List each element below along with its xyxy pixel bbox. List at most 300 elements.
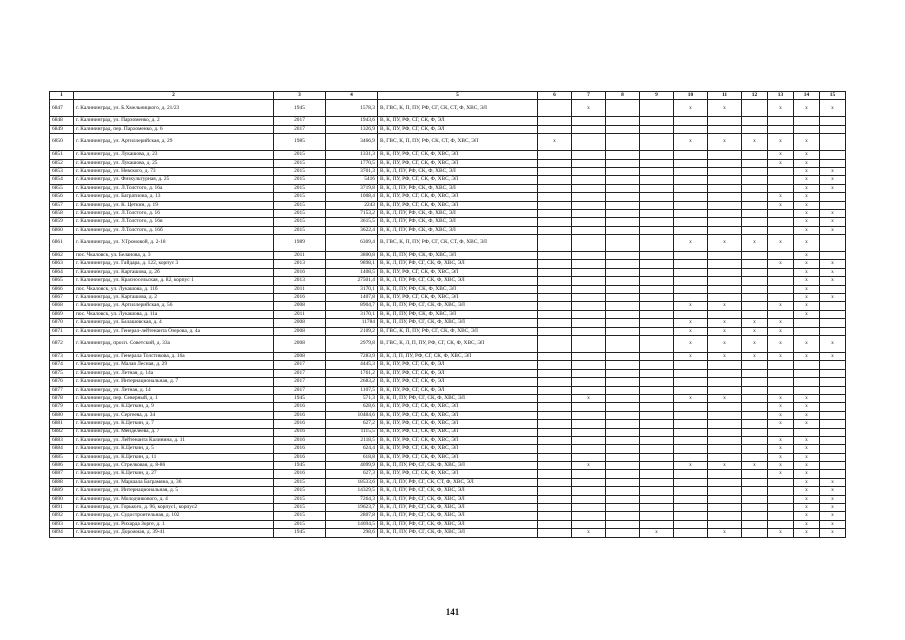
column-header-15: 15 xyxy=(820,92,846,100)
area-cell: 3800,8 xyxy=(326,252,378,260)
address-cell: г. Калининград, ул. К.Цеткин, д. 27 xyxy=(74,470,274,478)
area-cell: 9898,1 xyxy=(326,260,378,268)
mark-cell-col-15: x xyxy=(820,260,846,268)
mark-cell-col-9 xyxy=(640,159,674,167)
column-header-9: 9 xyxy=(640,92,674,100)
mark-cell-col-6 xyxy=(538,294,572,302)
mark-cell-col-10 xyxy=(674,167,708,175)
mark-cell-col-9 xyxy=(640,319,674,327)
mark-cell-col-10: x xyxy=(674,302,708,310)
mark-cell-col-6 xyxy=(538,252,572,260)
services-cell: В, К, ПУ, РФ, СГ, СК, Ф, ЭЛ xyxy=(378,125,538,133)
area-cell: 7283,9 xyxy=(326,352,378,360)
address-cell: пос. Чкаловск, ул. Лукашова, д. 11а xyxy=(74,310,274,318)
area-cell: 14329,5 xyxy=(326,487,378,495)
mark-cell-col-14 xyxy=(794,386,820,394)
area-cell: 298,6 xyxy=(326,529,378,537)
mark-cell-col-7 xyxy=(572,487,606,495)
column-header-10: 10 xyxy=(674,92,708,100)
mark-cell-col-6 xyxy=(538,218,572,226)
mark-cell-col-8 xyxy=(606,218,640,226)
mark-cell-col-8 xyxy=(606,529,640,537)
mark-cell-col-11 xyxy=(708,125,742,133)
mark-cell-col-9 xyxy=(640,117,674,125)
address-cell: г. Калининград, ул. Генерал-лейтенанта Озерова, д. 4а xyxy=(74,327,274,335)
mark-cell-col-8 xyxy=(606,159,640,167)
services-cell: В, К, ПУ, РФ, СГ, СК, Ф, ЭЛ xyxy=(378,361,538,369)
column-header-6: 6 xyxy=(538,92,572,100)
mark-cell-col-9 xyxy=(640,268,674,276)
mark-cell-col-12 xyxy=(742,260,768,268)
area-cell: 11784 xyxy=(326,319,378,327)
area-cell: 2807,8 xyxy=(326,512,378,520)
mark-cell-col-9 xyxy=(640,462,674,470)
mark-cell-col-9 xyxy=(640,226,674,234)
mark-cell-col-11 xyxy=(708,495,742,503)
mark-cell-col-7 xyxy=(572,436,606,444)
mark-cell-col-12 xyxy=(742,176,768,184)
mark-cell-col-14: x xyxy=(794,176,820,184)
mark-cell-col-15: x xyxy=(820,487,846,495)
mark-cell-col-12: x xyxy=(742,335,768,352)
mark-cell-col-8 xyxy=(606,260,640,268)
area-cell: 2109,2 xyxy=(326,327,378,335)
area-cell: 10484,6 xyxy=(326,411,378,419)
mark-cell-col-13: x xyxy=(768,100,794,117)
mark-cell-col-10 xyxy=(674,420,708,428)
mark-cell-col-12 xyxy=(742,512,768,520)
row-number-cell: 6865 xyxy=(50,277,74,285)
mark-cell-col-6 xyxy=(538,420,572,428)
area-cell: 2683,2 xyxy=(326,378,378,386)
mark-cell-col-12 xyxy=(742,453,768,461)
mark-cell-col-7 xyxy=(572,277,606,285)
row-number-cell: 6893 xyxy=(50,520,74,528)
mark-cell-col-12 xyxy=(742,436,768,444)
mark-cell-col-14 xyxy=(794,378,820,386)
mark-cell-col-13: x xyxy=(768,151,794,159)
mark-cell-col-8 xyxy=(606,193,640,201)
services-cell: В, К, Л, ПУ, РФ, СГ, СК, Ф, ХВС, ЭЛ xyxy=(378,495,538,503)
year-cell: 2016 xyxy=(274,403,326,411)
mark-cell-col-9 xyxy=(640,201,674,209)
mark-cell-col-10: x xyxy=(674,327,708,335)
mark-cell-col-6 xyxy=(538,319,572,327)
mark-cell-col-9 xyxy=(640,218,674,226)
mark-cell-col-6 xyxy=(538,268,572,276)
mark-cell-col-11: x xyxy=(708,394,742,402)
mark-cell-col-10 xyxy=(674,478,708,486)
mark-cell-col-10 xyxy=(674,310,708,318)
mark-cell-col-10: x xyxy=(674,134,708,151)
mark-cell-col-14: x xyxy=(794,100,820,117)
mark-cell-col-11: x xyxy=(708,134,742,151)
mark-cell-col-10 xyxy=(674,159,708,167)
mark-cell-col-13 xyxy=(768,252,794,260)
year-cell: 2013 xyxy=(274,277,326,285)
services-cell: В, К, ПУ, РФ, СГ, СК, Ф, ХВС, ЭЛ xyxy=(378,453,538,461)
area-cell: 628,6 xyxy=(326,403,378,411)
services-cell: В, ГВС, К, П, ПУ, РФ, СГ, СК, СТ, Ф, ХВС, ЭЛ xyxy=(378,100,538,117)
mark-cell-col-11 xyxy=(708,411,742,419)
mark-cell-col-14: x xyxy=(794,470,820,478)
mark-cell-col-14: x xyxy=(794,504,820,512)
mark-cell-col-10 xyxy=(674,361,708,369)
mark-cell-col-11 xyxy=(708,294,742,302)
mark-cell-col-8 xyxy=(606,184,640,192)
services-cell: В, К, П, ПУ, РФ, СК, Ф, ХВС, ЭЛ xyxy=(378,252,538,260)
mark-cell-col-7 xyxy=(572,420,606,428)
area-cell: 3170,1 xyxy=(326,285,378,293)
row-number-cell: 6872 xyxy=(50,335,74,352)
mark-cell-col-13 xyxy=(768,125,794,133)
mark-cell-col-8 xyxy=(606,201,640,209)
mark-cell-col-14: x xyxy=(794,394,820,402)
services-cell: В, К, ПУ, РФ, СГ, СК, Ф, ХВС, ЭЛ xyxy=(378,294,538,302)
mark-cell-col-14: x xyxy=(794,478,820,486)
table-row xyxy=(50,487,846,495)
address-cell: г. Калининград, ул. Л.Толстого, д. 16а xyxy=(74,184,274,192)
services-cell: В, К, ПУ, РФ, СГ, СК, Ф, ХВС, ЭЛ xyxy=(378,411,538,419)
services-cell: В, К, ПУ, РФ, СГ, СК, Ф, ХВС, ЭЛ xyxy=(378,445,538,453)
mark-cell-col-9 xyxy=(640,478,674,486)
row-number-cell: 6886 xyxy=(50,462,74,470)
mark-cell-col-12 xyxy=(742,378,768,386)
mark-cell-col-11 xyxy=(708,117,742,125)
mark-cell-col-6 xyxy=(538,487,572,495)
mark-cell-col-9 xyxy=(640,285,674,293)
mark-cell-col-12 xyxy=(742,302,768,310)
mark-cell-col-8 xyxy=(606,117,640,125)
column-header-1: 1 xyxy=(50,92,74,100)
table-row xyxy=(50,201,846,209)
mark-cell-col-6 xyxy=(538,470,572,478)
row-number-cell: 6855 xyxy=(50,184,74,192)
column-header-5: 5 xyxy=(378,92,538,100)
address-cell: г. Калининград, ул. Рихарда Зорге, д. 1 xyxy=(74,520,274,528)
row-number-cell: 6890 xyxy=(50,495,74,503)
area-cell: 18533,6 xyxy=(326,478,378,486)
mark-cell-col-8 xyxy=(606,176,640,184)
mark-cell-col-8 xyxy=(606,403,640,411)
mark-cell-col-15 xyxy=(820,235,846,252)
mark-cell-col-15: x xyxy=(820,520,846,528)
mark-cell-col-14: x xyxy=(794,193,820,201)
column-header-8: 8 xyxy=(606,92,640,100)
services-cell: В, ГВС, К, П, ПУ, РФ, СГ, СК, Ф, ХВС, ЭЛ xyxy=(378,327,538,335)
mark-cell-col-9 xyxy=(640,361,674,369)
services-cell: В, К, ПУ, РФ, СГ, СК, Ф, ХВС, ЭЛ xyxy=(378,151,538,159)
mark-cell-col-6 xyxy=(538,504,572,512)
mark-cell-col-6 xyxy=(538,201,572,209)
mark-cell-col-7 xyxy=(572,445,606,453)
mark-cell-col-6 xyxy=(538,478,572,486)
services-cell: В, К, Л, ПУ, РФ, СГ, СК, Ф, ХВС, ЭЛ xyxy=(378,520,538,528)
mark-cell-col-12 xyxy=(742,252,768,260)
mark-cell-col-14: x xyxy=(794,445,820,453)
year-cell: 2015 xyxy=(274,478,326,486)
mark-cell-col-9 xyxy=(640,470,674,478)
table-row xyxy=(50,176,846,184)
mark-cell-col-9 xyxy=(640,386,674,394)
mark-cell-col-7 xyxy=(572,302,606,310)
mark-cell-col-8 xyxy=(606,352,640,360)
row-number-cell: 6864 xyxy=(50,268,74,276)
row-number-cell: 6861 xyxy=(50,235,74,252)
mark-cell-col-6 xyxy=(538,411,572,419)
mark-cell-col-15 xyxy=(820,159,846,167)
column-header-11: 11 xyxy=(708,92,742,100)
mark-cell-col-15: x xyxy=(820,478,846,486)
mark-cell-col-8 xyxy=(606,310,640,318)
mark-cell-col-7 xyxy=(572,268,606,276)
address-cell: г. Калининград, ул. К.Цеткин, д. 7 xyxy=(74,420,274,428)
mark-cell-col-8 xyxy=(606,520,640,528)
mark-cell-col-15: x xyxy=(820,209,846,217)
address-cell: г. Калининград, просп. Советский, д. 33а xyxy=(74,335,274,352)
column-header-12: 12 xyxy=(742,92,768,100)
mark-cell-col-11 xyxy=(708,209,742,217)
mark-cell-col-8 xyxy=(606,445,640,453)
mark-cell-col-10 xyxy=(674,285,708,293)
mark-cell-col-11 xyxy=(708,176,742,184)
page-number: 141 xyxy=(445,607,460,617)
address-cell: г. Калининград, ул. Генерала Толстикова, д. 16а xyxy=(74,352,274,360)
table-row xyxy=(50,462,846,470)
address-cell: г. Калининград, пер. Пархоменко, д. 6 xyxy=(74,125,274,133)
table-row xyxy=(50,520,846,528)
mark-cell-col-8 xyxy=(606,470,640,478)
mark-cell-col-14: x xyxy=(794,285,820,293)
mark-cell-col-6 xyxy=(538,176,572,184)
table-row xyxy=(50,386,846,394)
mark-cell-col-8 xyxy=(606,487,640,495)
mark-cell-col-11 xyxy=(708,193,742,201)
area-cell: 2243 xyxy=(326,201,378,209)
mark-cell-col-11: x xyxy=(708,100,742,117)
mark-cell-col-14: x xyxy=(794,167,820,175)
address-cell: г. Калининград, ул. Летная, д. 14а xyxy=(74,369,274,377)
mark-cell-col-15 xyxy=(820,386,846,394)
area-cell: 1115,5 xyxy=(326,428,378,436)
mark-cell-col-7 xyxy=(572,411,606,419)
services-cell: В, К, П, ПУ, РФ, СК, Ф, ХВС, ЭЛ xyxy=(378,285,538,293)
mark-cell-col-10 xyxy=(674,470,708,478)
year-cell: 2015 xyxy=(274,201,326,209)
area-cell: 3615,5 xyxy=(326,218,378,226)
mark-cell-col-13: x xyxy=(768,134,794,151)
mark-cell-col-8 xyxy=(606,209,640,217)
mark-cell-col-6 xyxy=(538,100,572,117)
area-cell: 27501,4 xyxy=(326,277,378,285)
mark-cell-col-13 xyxy=(768,495,794,503)
area-cell: 1408,5 xyxy=(326,268,378,276)
mark-cell-col-15 xyxy=(820,201,846,209)
services-cell: В, К, П, ПУ, РФ, СГ, СК, Ф, ХВС, ЭЛ xyxy=(378,319,538,327)
mark-cell-col-13 xyxy=(768,512,794,520)
mark-cell-col-11 xyxy=(708,378,742,386)
mark-cell-col-13: x xyxy=(768,335,794,352)
mark-cell-col-12 xyxy=(742,487,768,495)
mark-cell-col-8 xyxy=(606,151,640,159)
table-row xyxy=(50,268,846,276)
mark-cell-col-14: x xyxy=(794,151,820,159)
mark-cell-col-13: x xyxy=(768,352,794,360)
row-number-cell: 6889 xyxy=(50,487,74,495)
address-cell: г. Калининград, ул. Физкультурная, д. 25 xyxy=(74,176,274,184)
address-cell: г. Калининград, ул. К.Цеткин, д. 5 xyxy=(74,445,274,453)
address-cell: г. Калининград, ул. Пархоменко, д. 2 xyxy=(74,117,274,125)
mark-cell-col-10: x xyxy=(674,235,708,252)
mark-cell-col-12 xyxy=(742,294,768,302)
services-cell: В, К, ПУ, РФ, СГ, СК, Ф, ХВС, ЭЛ xyxy=(378,403,538,411)
mark-cell-col-8 xyxy=(606,378,640,386)
mark-cell-col-6 xyxy=(538,184,572,192)
mark-cell-col-14: x xyxy=(794,403,820,411)
mark-cell-col-9 xyxy=(640,235,674,252)
mark-cell-col-12 xyxy=(742,386,768,394)
mark-cell-col-13: x xyxy=(768,394,794,402)
year-cell: 1985 xyxy=(274,134,326,151)
mark-cell-col-9 xyxy=(640,369,674,377)
mark-cell-col-8 xyxy=(606,369,640,377)
mark-cell-col-6 xyxy=(538,394,572,402)
table-row xyxy=(50,167,846,175)
mark-cell-col-15 xyxy=(820,436,846,444)
mark-cell-col-12: x xyxy=(742,319,768,327)
mark-cell-col-7 xyxy=(572,453,606,461)
mark-cell-col-12 xyxy=(742,361,768,369)
address-cell: г. Калининград, ул. Стрелковая, д. 8-86 xyxy=(74,462,274,470)
row-number-cell: 6875 xyxy=(50,369,74,377)
mark-cell-col-11 xyxy=(708,268,742,276)
mark-cell-col-11: x xyxy=(708,352,742,360)
column-header-3: 3 xyxy=(274,92,326,100)
year-cell: 2015 xyxy=(274,226,326,234)
mark-cell-col-11 xyxy=(708,369,742,377)
year-cell: 2015 xyxy=(274,218,326,226)
mark-cell-col-11 xyxy=(708,453,742,461)
mark-cell-col-7 xyxy=(572,235,606,252)
mark-cell-col-9 xyxy=(640,495,674,503)
mark-cell-col-13 xyxy=(768,268,794,276)
mark-cell-col-14: x xyxy=(794,462,820,470)
area-cell: 3170,1 xyxy=(326,310,378,318)
mark-cell-col-7 xyxy=(572,184,606,192)
mark-cell-col-12 xyxy=(742,268,768,276)
mark-cell-col-8 xyxy=(606,386,640,394)
services-cell: В, ГВС, К, П, ПУ, РФ, СК, СТ, Ф, ХВС, ЭЛ xyxy=(378,134,538,151)
services-cell: В, К, Л, ПУ, РФ, СГ, СК, Ф, ХВС, ЭЛ xyxy=(378,487,538,495)
address-cell: г. Калининград, пер. Северный, д. 1 xyxy=(74,394,274,402)
column-header-4: 4 xyxy=(326,92,378,100)
year-cell: 2016 xyxy=(274,470,326,478)
year-cell: 2016 xyxy=(274,453,326,461)
year-cell: 2016 xyxy=(274,411,326,419)
mark-cell-col-12 xyxy=(742,495,768,503)
mark-cell-col-15: x xyxy=(820,218,846,226)
mark-cell-col-8 xyxy=(606,394,640,402)
mark-cell-col-10 xyxy=(674,268,708,276)
mark-cell-col-7 xyxy=(572,386,606,394)
table-row xyxy=(50,478,846,486)
year-cell: 2015 xyxy=(274,512,326,520)
mark-cell-col-13 xyxy=(768,176,794,184)
mark-cell-col-13 xyxy=(768,285,794,293)
mark-cell-col-14: x xyxy=(794,218,820,226)
mark-cell-col-7 xyxy=(572,252,606,260)
area-cell: 1943,6 xyxy=(326,117,378,125)
table-row xyxy=(50,159,846,167)
mark-cell-col-13: x xyxy=(768,302,794,310)
mark-cell-col-10: x xyxy=(674,100,708,117)
mark-cell-col-7: x xyxy=(572,394,606,402)
year-cell: 2008 xyxy=(274,327,326,335)
mark-cell-col-10 xyxy=(674,411,708,419)
mark-cell-col-8 xyxy=(606,319,640,327)
year-cell: 2017 xyxy=(274,361,326,369)
mark-cell-col-11 xyxy=(708,285,742,293)
mark-cell-col-9 xyxy=(640,335,674,352)
mark-cell-col-9: x xyxy=(640,529,674,537)
mark-cell-col-9 xyxy=(640,260,674,268)
address-cell: г. Калининград, ул. К.Цеткин, д. 9 xyxy=(74,403,274,411)
services-cell: В, К, П, ПУ, РФ, СГ, СК, Ф, ХВС, ЭЛ xyxy=(378,394,538,402)
table-row xyxy=(50,100,846,117)
mark-cell-col-13: x xyxy=(768,193,794,201)
row-number-cell: 6887 xyxy=(50,470,74,478)
table-row xyxy=(50,184,846,192)
mark-cell-col-6 xyxy=(538,285,572,293)
mark-cell-col-8 xyxy=(606,495,640,503)
address-cell: г. Калининград, ул. Гайдара, д. 122, корпус 3 xyxy=(74,260,274,268)
mark-cell-col-11 xyxy=(708,184,742,192)
mark-cell-col-11 xyxy=(708,226,742,234)
mark-cell-col-15 xyxy=(820,151,846,159)
year-cell: 2013 xyxy=(274,260,326,268)
mark-cell-col-12 xyxy=(742,167,768,175)
year-cell: 2016 xyxy=(274,436,326,444)
row-number-cell: 6883 xyxy=(50,436,74,444)
mark-cell-col-15 xyxy=(820,453,846,461)
mark-cell-col-13: x xyxy=(768,420,794,428)
mark-cell-col-15: x xyxy=(820,512,846,520)
mark-cell-col-15: x xyxy=(820,504,846,512)
mark-cell-col-6 xyxy=(538,529,572,537)
mark-cell-col-15 xyxy=(820,193,846,201)
mark-cell-col-15 xyxy=(820,327,846,335)
mark-cell-col-12 xyxy=(742,504,768,512)
mark-cell-col-9 xyxy=(640,378,674,386)
mark-cell-col-14: x xyxy=(794,209,820,217)
address-cell: г. Калининград, ул. Летная, д. 14 xyxy=(74,386,274,394)
mark-cell-col-6 xyxy=(538,428,572,436)
row-number-cell: 6880 xyxy=(50,411,74,419)
mark-cell-col-13: x xyxy=(768,411,794,419)
mark-cell-col-13 xyxy=(768,277,794,285)
area-cell: 1107,5 xyxy=(326,386,378,394)
mark-cell-col-10 xyxy=(674,151,708,159)
services-cell: В, К, П, ПУ, РФ, СГ, СК, Ф, ХВС, ЭЛ xyxy=(378,302,538,310)
mark-cell-col-10 xyxy=(674,436,708,444)
mark-cell-col-7 xyxy=(572,335,606,352)
mark-cell-col-8 xyxy=(606,125,640,133)
table-row xyxy=(50,436,846,444)
year-cell: 2008 xyxy=(274,335,326,352)
mark-cell-col-9 xyxy=(640,352,674,360)
address-cell: г. Калининград, ул. Красносельская, д. 82, корпус 1 xyxy=(74,277,274,285)
table-row xyxy=(50,335,846,352)
